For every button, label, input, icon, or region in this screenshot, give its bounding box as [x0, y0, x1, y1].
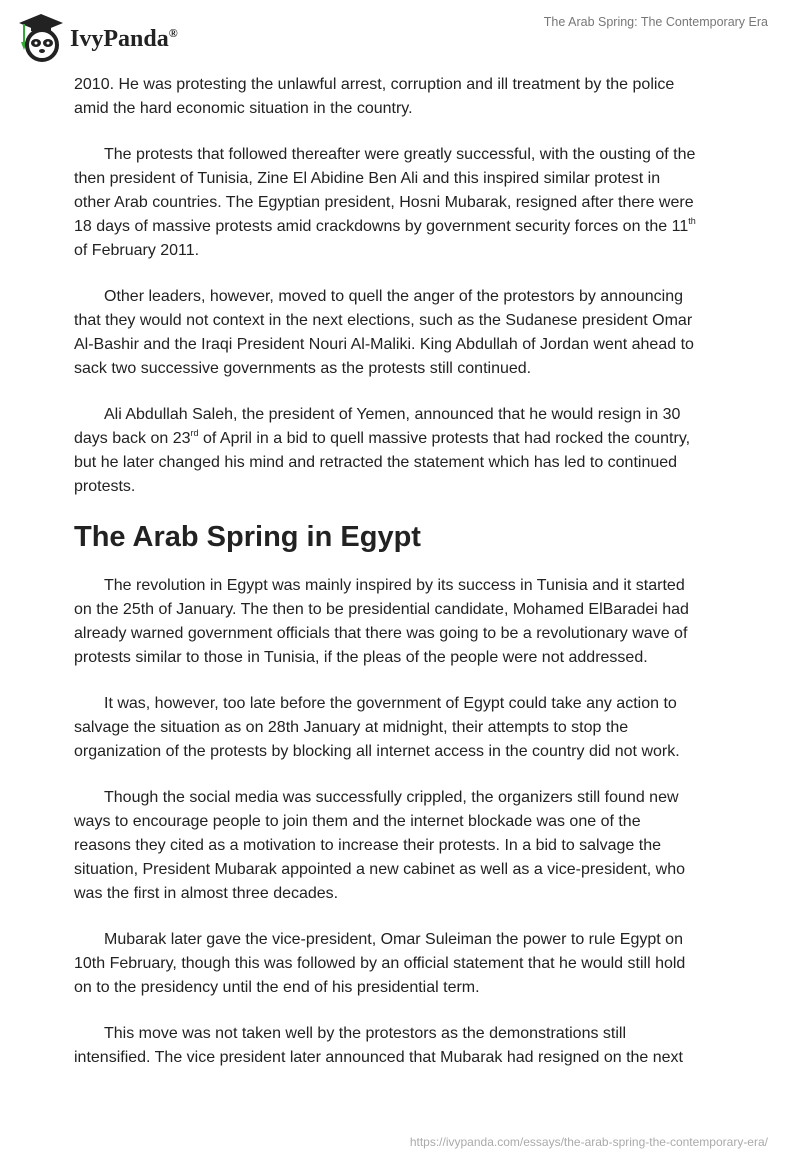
text-segment: reasons they cited as a motivation to increase their protests. In a bid to salvage the	[74, 837, 661, 854]
text-segment: organization of the protests by blocking all internet access in the country did not work.	[74, 743, 680, 760]
paragraph	[74, 574, 734, 670]
text-line	[74, 309, 734, 333]
document-title: The Arab Spring: The Contemporary Era	[543, 15, 768, 29]
panda-graduate-icon	[18, 12, 64, 62]
text-line	[74, 692, 734, 716]
essay-content	[74, 73, 734, 1092]
text-line	[74, 97, 734, 121]
paragraph	[74, 73, 734, 121]
paragraph	[74, 928, 734, 1000]
footer-url[interactable]: https://ivypanda.com/essays/the-arab-spring-the-contemporary-era/	[409, 1135, 768, 1149]
text-segment: but he later changed his mind and retracted the statement which has led to continued	[74, 454, 678, 471]
text-segment: of February 2011.	[74, 242, 200, 259]
text-segment: This move was not taken well by the protestors as the demonstrations still	[104, 1025, 627, 1042]
paragraph	[74, 692, 734, 764]
text-segment: sack two successive governments as the protests still continued.	[74, 360, 532, 377]
text-line	[74, 952, 734, 976]
text-segment: Al-Bashir and the Iraqi President Nouri Al-Maliki. King Abdullah of Jordan went ahead to	[74, 336, 694, 353]
text-line	[74, 646, 734, 670]
text-line	[74, 357, 734, 381]
text-segment: intensified. The vice president later announced that Mubarak had resigned on the next	[74, 1049, 683, 1066]
text-segment: salvage the situation as on 28th January at midnight, their attempts to stop the	[74, 719, 629, 736]
text-line	[74, 427, 734, 451]
text-line	[74, 167, 734, 191]
text-segment: on to the presidency until the end of his presidential term.	[74, 979, 480, 996]
text-segment: Ali Abdullah Saleh, the president of Yemen, announced that he would resign in 30	[104, 406, 681, 423]
text-segment: of April in a bid to quell massive protests that had rocked the country,	[198, 430, 691, 447]
text-line	[74, 716, 734, 740]
text-line	[74, 882, 734, 906]
paragraph	[74, 1022, 734, 1070]
text-segment: Other leaders, however, moved to quell the anger of the protestors by announcing	[104, 288, 684, 305]
paragraph	[74, 403, 734, 499]
text-segment: 18 days of massive protests amid crackdowns by government security forces on the 11	[74, 218, 689, 235]
text-line	[74, 285, 734, 309]
text-segment: The protests that followed thereafter were greatly successful, with the ousting of the	[104, 146, 696, 163]
text-line	[74, 598, 734, 622]
paragraph	[74, 143, 734, 263]
text-line	[74, 928, 734, 952]
text-line	[74, 239, 734, 263]
logo-text: IvyPanda®	[70, 25, 178, 52]
ordinal-suffix: th	[688, 216, 696, 226]
text-line	[74, 574, 734, 598]
text-segment: situation, President Mubarak appointed a new cabinet as well as a vice-president, who	[74, 861, 686, 878]
text-line	[74, 73, 734, 97]
text-segment: 2010. He was protesting the unlawful arrest, corruption and ill treatment by the police	[74, 76, 675, 93]
text-line	[74, 786, 734, 810]
text-line	[74, 215, 734, 239]
text-line	[74, 451, 734, 475]
text-segment: It was, however, too late before the government of Egypt could take any action to	[104, 695, 677, 712]
text-segment: ways to encourage people to join them and the internet blockade was one of the	[74, 813, 641, 830]
text-segment: The revolution in Egypt was mainly inspired by its success in Tunisia and it started	[104, 577, 685, 594]
text-line	[74, 333, 734, 357]
text-line	[74, 475, 734, 499]
text-line	[74, 143, 734, 167]
text-segment: 10th February, though this was followed by an official statement that he would still hold	[74, 955, 686, 972]
paragraph	[74, 786, 734, 906]
ivypanda-logo[interactable]	[18, 12, 178, 62]
text-segment: Though the social media was successfully crippled, the organizers still found new	[104, 789, 679, 806]
text-segment: days back on 23	[74, 430, 191, 447]
text-line	[74, 976, 734, 1000]
section-heading: The Arab Spring in Egypt	[74, 521, 421, 553]
text-segment: protests similar to those in Tunisia, if the pleas of the people were not addressed.	[74, 649, 648, 666]
text-line	[74, 622, 734, 646]
text-segment: already warned government officials that there was going to be a revolutionary wave of	[74, 625, 688, 642]
text-segment: then president of Tunisia, Zine El Abidine Ben Ali and this inspired similar protest in	[74, 170, 661, 187]
text-segment: amid the hard economic situation in the country.	[74, 100, 413, 117]
text-line	[74, 858, 734, 882]
ordinal-suffix: rd	[190, 428, 199, 438]
text-line	[74, 810, 734, 834]
text-line	[74, 740, 734, 764]
text-segment: Mubarak later gave the vice-president, Omar Suleiman the power to rule Egypt on	[104, 931, 683, 948]
text-line	[74, 1022, 734, 1046]
text-line	[74, 1046, 734, 1070]
text-segment: protests.	[74, 478, 136, 495]
text-line	[74, 191, 734, 215]
paragraph	[74, 285, 734, 381]
text-segment: that they would not context in the next elections, such as the Sudanese president Omar	[74, 312, 693, 329]
text-segment: on the 25th of January. The then to be presidential candidate, Mohamed ElBaradei had	[74, 601, 689, 618]
text-segment: was the first in almost three decades.	[74, 885, 339, 902]
text-line	[74, 403, 734, 427]
text-line	[74, 834, 734, 858]
text-segment: other Arab countries. The Egyptian president, Hosni Mubarak, resigned after there were	[74, 194, 694, 211]
